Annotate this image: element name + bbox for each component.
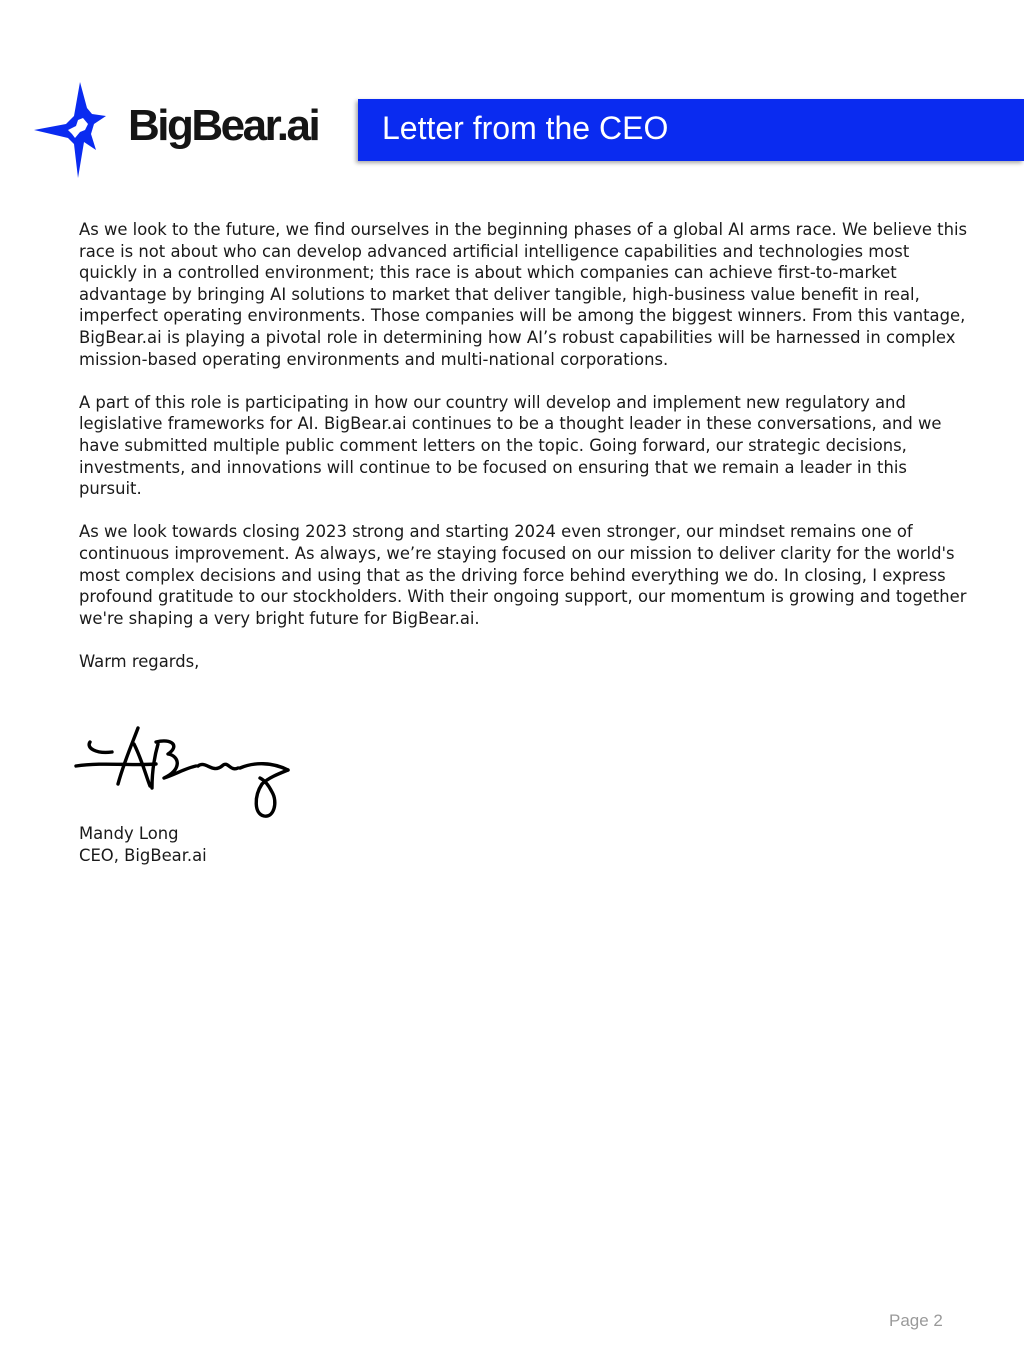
letter-body: [79, 219, 969, 694]
paragraph: A part of this role is participating in how our country will develop and implement new regulatory and legislative frameworks for AI. BigBear.ai continues to be a thought leader in these conversations, and we have submitted multiple public comment letters on the topic. Going forward, our strategic decisions, investments, and innovations will continue to be focused on ensuring that we remain a leader in this pursuit.: [79, 392, 942, 499]
paragraph: As we look to the future, we find ourselves in the beginning phases of a global AI arms race. We believe this race is not about who can develop advanced artificial intelligence capabilities and technologies most quickly in a controlled environment; this race is about which companies can achieve first-to-market advantage by bringing AI solutions to market that deliver tangible, high-business value benefit in real, imperfect operating environments. Those companies will be among the biggest winners. From this vantage, BigBear.ai is playing a pivotal role in determining how AI’s robust capabilities will be harnessed in complex mission-based operating environments and multi-national corporations.: [79, 220, 968, 369]
closing-line: Warm regards,: [79, 651, 200, 671]
title-banner: [358, 99, 1024, 161]
page-title: Letter from the CEO: [382, 110, 669, 146]
signer-title: CEO, BigBear.ai: [79, 845, 207, 865]
star-icon: [30, 80, 130, 182]
logo-wordmark: BigBear.ai: [128, 101, 319, 150]
signature: [72, 722, 296, 820]
signer-block: [79, 823, 207, 866]
company-logo: [30, 80, 330, 182]
signer-name: Mandy Long: [79, 824, 179, 843]
page-number: Page 2: [889, 1311, 943, 1330]
paragraph: As we look towards closing 2023 strong and starting 2024 even stronger, our mindset remains one of continuous improvement. As always, we’re staying focused on our mission to deliver clarity for the world's most complex decisions and using that as the driving force behind everything we do. In closing, I express profound gratitude to our stockholders. With their ongoing support, our momentum is growing and together we're shaping a very bright future for BigBear.ai.: [79, 522, 967, 628]
